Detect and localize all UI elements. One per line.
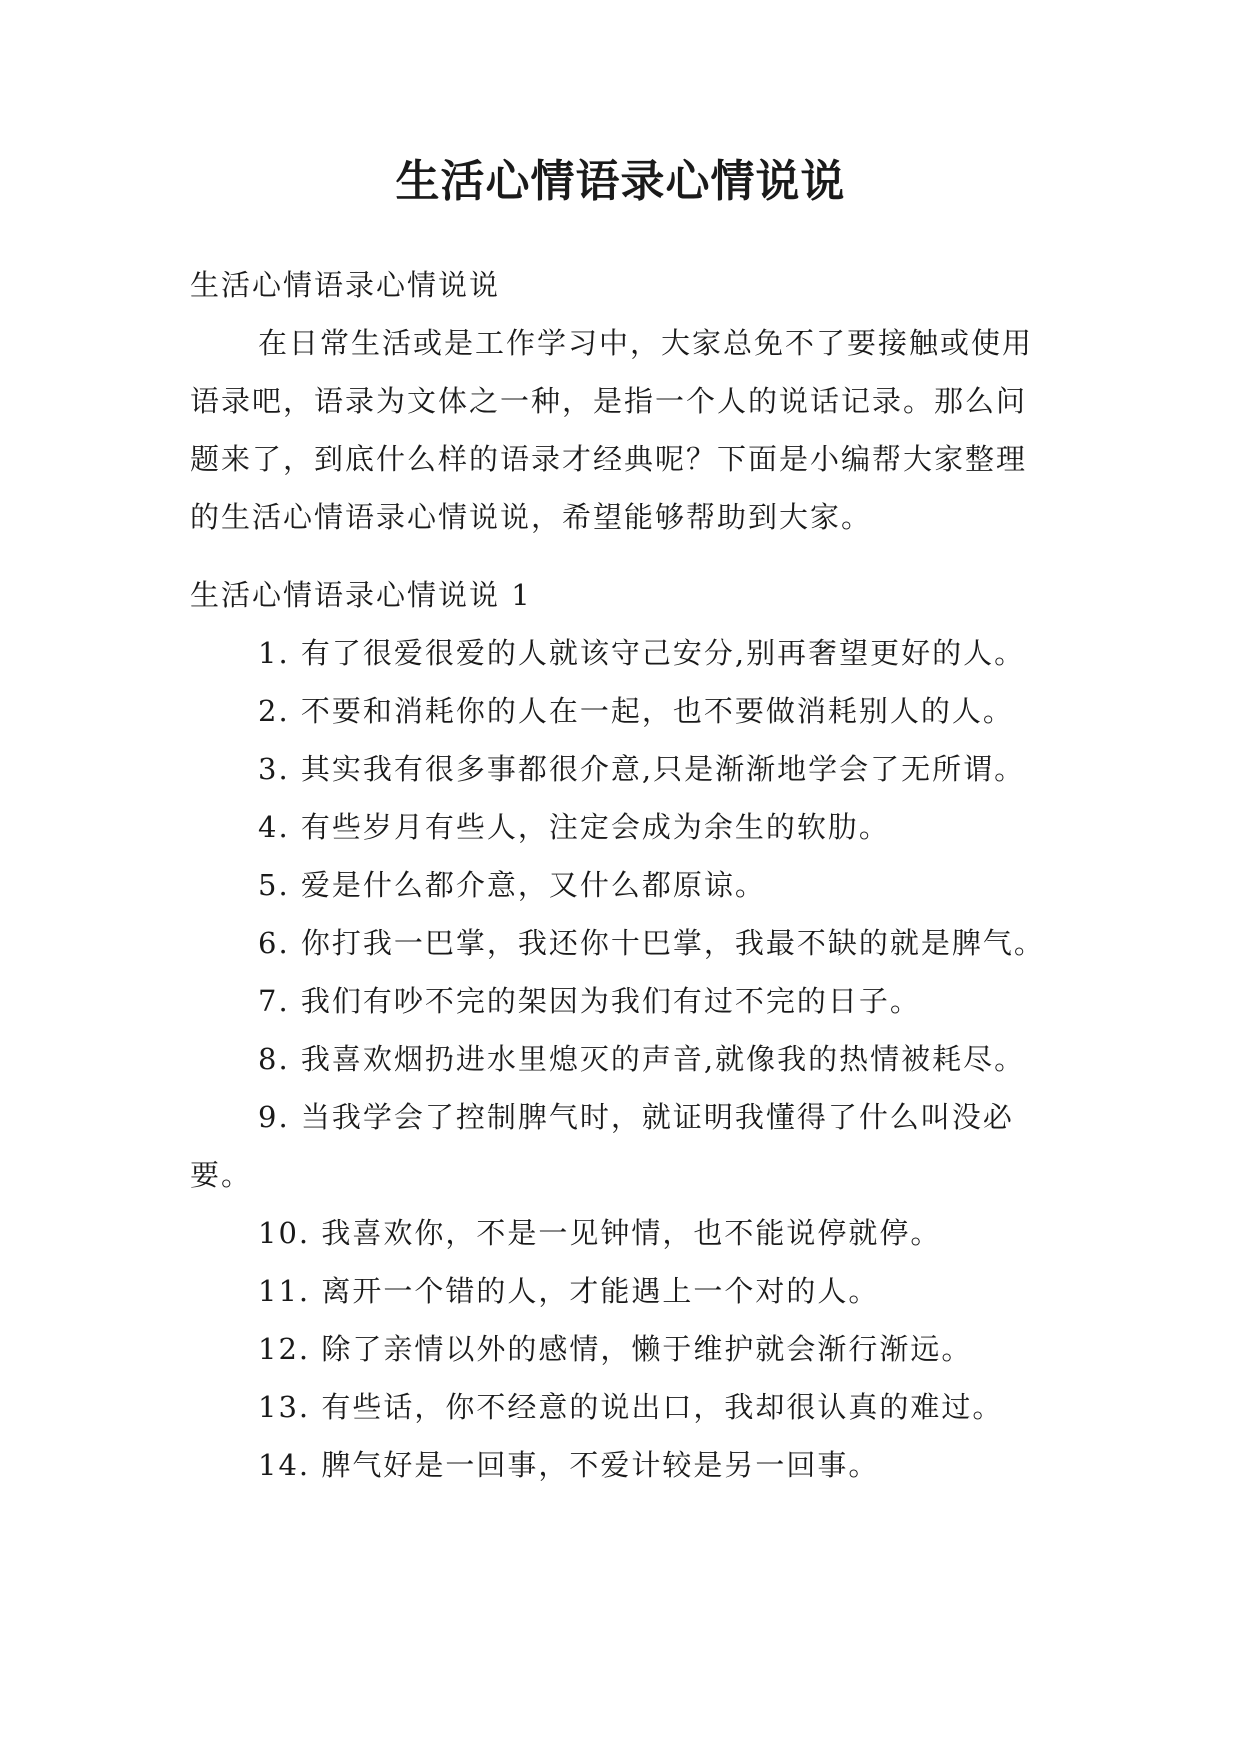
quote-item-4: 4. 有些岁月有些人，注定会成为余生的软肋。 xyxy=(258,810,890,844)
quote-list xyxy=(190,624,1050,1494)
intro-heading: 生活心情语录心情说说 xyxy=(190,268,501,302)
quotes-section xyxy=(190,566,1050,1494)
quote-item-6: 6. 你打我一巴掌，我还你十巴掌，我最不缺的就是脾气。 xyxy=(258,926,1045,960)
quote-item-5: 5. 爱是什么都介意，又什么都原谅。 xyxy=(258,868,766,902)
quote-item-12: 12. 除了亲情以外的感情，懒于维护就会渐行渐远。 xyxy=(258,1332,973,1366)
quote-item-1: 1. 有了很爱很爱的人就该守己安分,别再奢望更好的人。 xyxy=(258,636,1026,670)
section-heading: 生活心情语录心情说说 1 xyxy=(190,578,532,612)
intro-paragraph: 在日常生活或是工作学习中，大家总免不了要接触或使用语录吧，语录为文体之一种，是指一个人的说话记录。那么问题来了，到底什么样的语录才经典呢？下面是小编帮大家整理的生活心情语录心情说说，希望能够帮助到大家。 xyxy=(190,326,1034,534)
document-title: 生活心情语录心情说说 xyxy=(395,156,846,207)
quote-item-13: 13. 有些话，你不经意的说出口，我却很认真的难过。 xyxy=(258,1390,1004,1424)
quote-item-7: 7. 我们有吵不完的架因为我们有过不完的日子。 xyxy=(258,984,921,1018)
quote-item-14: 14. 脾气好是一回事，不爱计较是另一回事。 xyxy=(258,1448,880,1482)
quote-item-2: 2. 不要和消耗你的人在一起，也不要做消耗别人的人。 xyxy=(258,694,1014,728)
intro-section xyxy=(190,256,1050,546)
quote-item-11: 11. 离开一个错的人，才能遇上一个对的人。 xyxy=(258,1274,880,1308)
quote-item-9: 9. 当我学会了控制脾气时，就证明我懂得了什么叫没必要。 xyxy=(190,1100,1014,1192)
quote-item-3: 3. 其实我有很多事都很介意,只是渐渐地学会了无所谓。 xyxy=(258,752,1026,786)
quote-item-8: 8. 我喜欢烟扔进水里熄灭的声音,就像我的热情被耗尽。 xyxy=(258,1042,1026,1076)
quote-item-10: 10. 我喜欢你，不是一见钟情，也不能说停就停。 xyxy=(258,1216,942,1250)
